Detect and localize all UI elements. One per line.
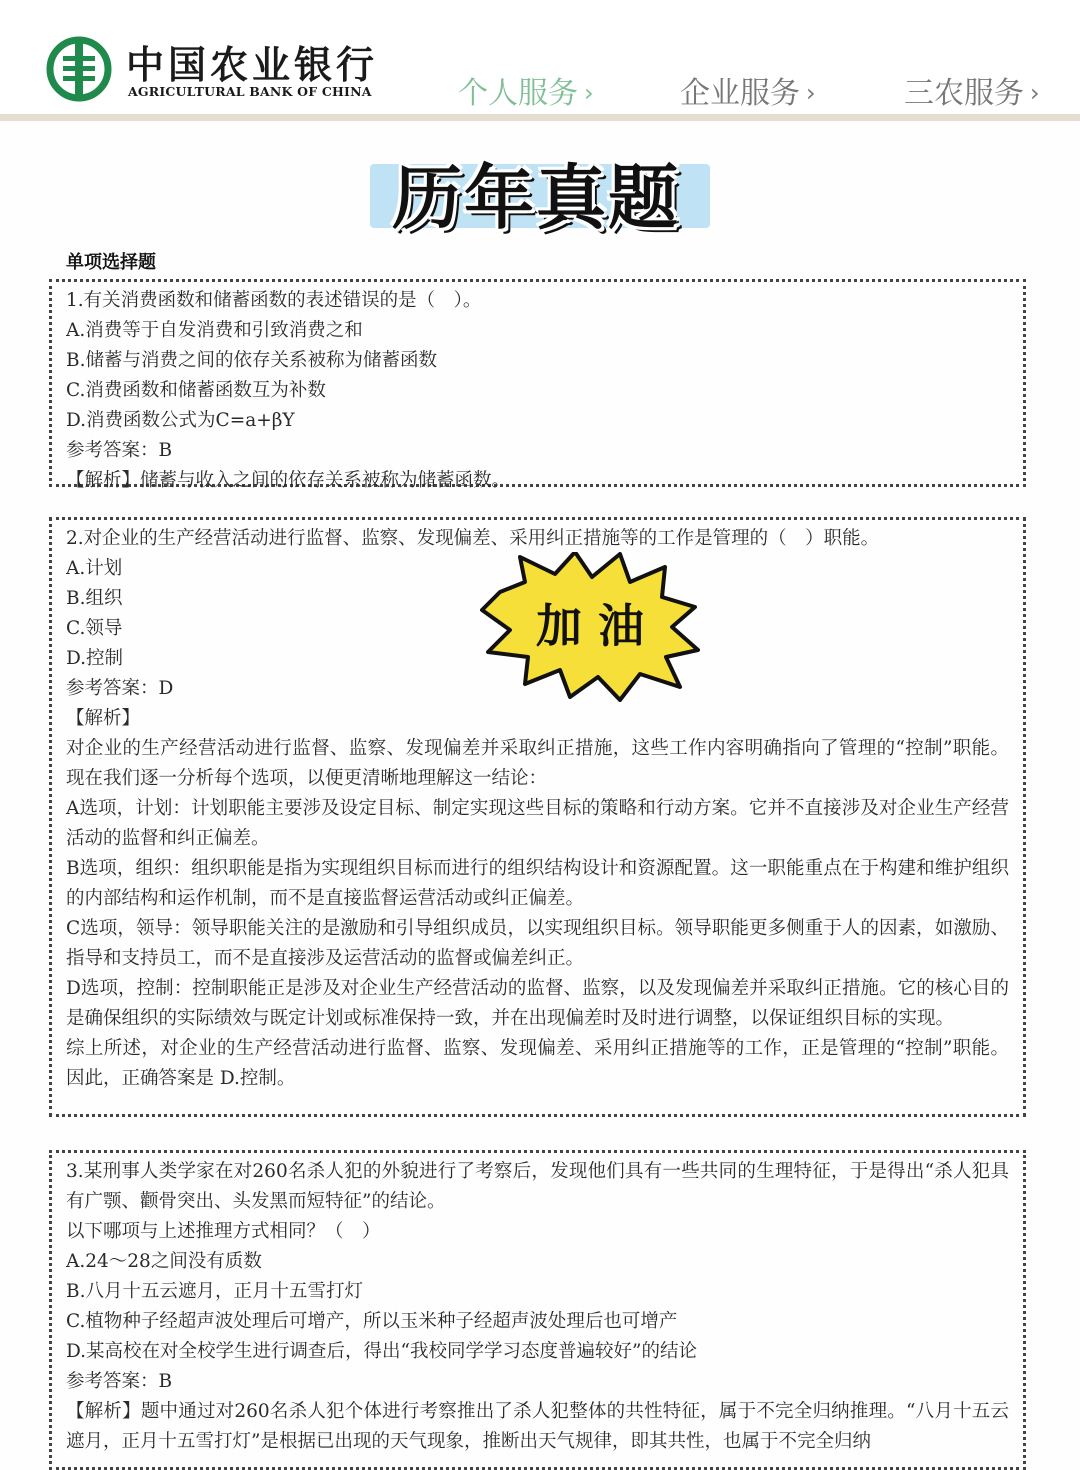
nav-label: 三农服务	[904, 76, 1024, 111]
question-card-3	[49, 1150, 1026, 1470]
option-b: B.组织	[66, 588, 123, 609]
option-a: A.24～28之间没有质数	[66, 1251, 262, 1272]
chevron-right-icon: ›	[806, 79, 816, 107]
option-c: C.领导	[66, 618, 123, 639]
option-a: A.消费等于自发消费和引致消费之和	[66, 320, 363, 341]
answer: 参考答案：B	[66, 1371, 173, 1392]
analysis-paragraph: C选项，领导：领导职能关注的是激励和引导组织成员，以实现组织目标。领导职能更多侧重于人的因素，如激励、指导和支持员工，而不是直接涉及运营活动的监督或偏差纠正。	[66, 918, 1009, 969]
header-divider	[0, 114, 1080, 121]
cheer-sticker	[480, 552, 700, 702]
option-a: A.计划	[66, 558, 123, 579]
bank-name-en: AGRICULTURAL BANK OF CHINA	[128, 84, 372, 99]
analysis-label: 【解析】	[66, 708, 141, 729]
question-stem: 2.对企业的生产经营活动进行监督、监察、发现偏差、采用纠正措施等的工作是管理的（ ）职能。	[66, 528, 880, 549]
page-banner	[360, 142, 712, 240]
site-header	[0, 0, 1080, 118]
question-stem: 1.有关消费函数和储蓄函数的表述错误的是（ ）。	[66, 290, 482, 311]
section-title: 单项选择题	[66, 252, 156, 273]
analysis-paragraph: A选项，计划：计划职能主要涉及设定目标、制定实现这些目标的策略和行动方案。它并不直接涉及对企业生产经营活动的监督和纠正偏差。	[66, 798, 1009, 849]
option-c: C.植物种子经超声波处理后可增产，所以玉米种子经超声波处理后也可增产	[66, 1311, 678, 1332]
question-card-1	[49, 279, 1026, 491]
page-title: 历年真题	[392, 156, 680, 239]
chevron-right-icon: ›	[584, 79, 594, 107]
nav-label: 个人服务	[458, 76, 578, 111]
question-stem: 3.某刑事人类学家在对260名杀人犯的外貌进行了考察后，发现他们具有一些共同的生理特征，于是得出“杀人犯具有广颚、颧骨突出、头发黑而短特征”的结论。	[66, 1161, 1009, 1212]
option-d: D.消费函数公式为C=a+βY	[66, 410, 295, 431]
analysis: 【解析】题中通过对260名杀人犯个体进行考察推出了杀人犯整体的共性特征，属于不完全归纳推理。“八月十五云遮月，正月十五雪打灯”是根据已出现的天气现象，推断出天气规律，即其共性，也属于不完全归纳	[66, 1401, 1009, 1452]
analysis-paragraph: 综上所述，对企业的生产经营活动进行监督、监察、发现偏差、采用纠正措施等的工作，正是管理的“控制”职能。因此，正确答案是 D.控制。	[66, 1038, 1009, 1089]
nav-label: 企业服务	[680, 76, 800, 111]
analysis: 【解析】储蓄与收入之间的依存关系被称为储蓄函数。	[66, 470, 511, 491]
bank-name-cn: 中国农业银行	[126, 42, 379, 87]
nav-personal-services[interactable]	[458, 68, 594, 112]
answer: 参考答案：B	[66, 440, 173, 461]
analysis-paragraph: D选项，控制：控制职能正是涉及对企业生产经营活动的监督、监察，以及发现偏差并采取纠正措施。它的核心目的是确保组织的实际绩效与既定计划或标准保持一致，并在出现偏差时及时进行调整，以保证组织目标的实现。	[66, 978, 1009, 1029]
analysis-paragraph: B选项，组织：组织职能是指为实现组织目标而进行的组织结构设计和资源配置。这一职能重点在于构建和维护组织的内部结构和运作机制，而不是直接监督运营活动或纠正偏差。	[66, 858, 1009, 909]
option-b: B.储蓄与消费之间的依存关系被称为储蓄函数	[66, 350, 437, 371]
answer: 参考答案：D	[66, 678, 174, 699]
question-prompt: 以下哪项与上述推理方式相同？（ ）	[66, 1221, 381, 1242]
nav-business-services[interactable]	[680, 68, 816, 112]
option-b: B.八月十五云遮月，正月十五雪打灯	[66, 1281, 363, 1302]
nav-rural-services[interactable]	[904, 68, 1040, 112]
abc-logo-icon	[46, 36, 112, 102]
analysis-paragraph: 对企业的生产经营活动进行监督、监察、发现偏差并采取纠正措施，这些工作内容明确指向了管理的“控制”职能。现在我们逐一分析每个选项，以便更清晰地理解这一结论：	[66, 738, 1009, 789]
option-c: C.消费函数和储蓄函数互为补数	[66, 380, 326, 401]
chevron-right-icon: ›	[1030, 79, 1040, 107]
option-d: D.控制	[66, 648, 124, 669]
option-d: D.某高校在对全校学生进行调查后，得出“我校同学学习态度普遍较好”的结论	[66, 1341, 697, 1362]
sticker-text: 加 油	[535, 599, 645, 653]
